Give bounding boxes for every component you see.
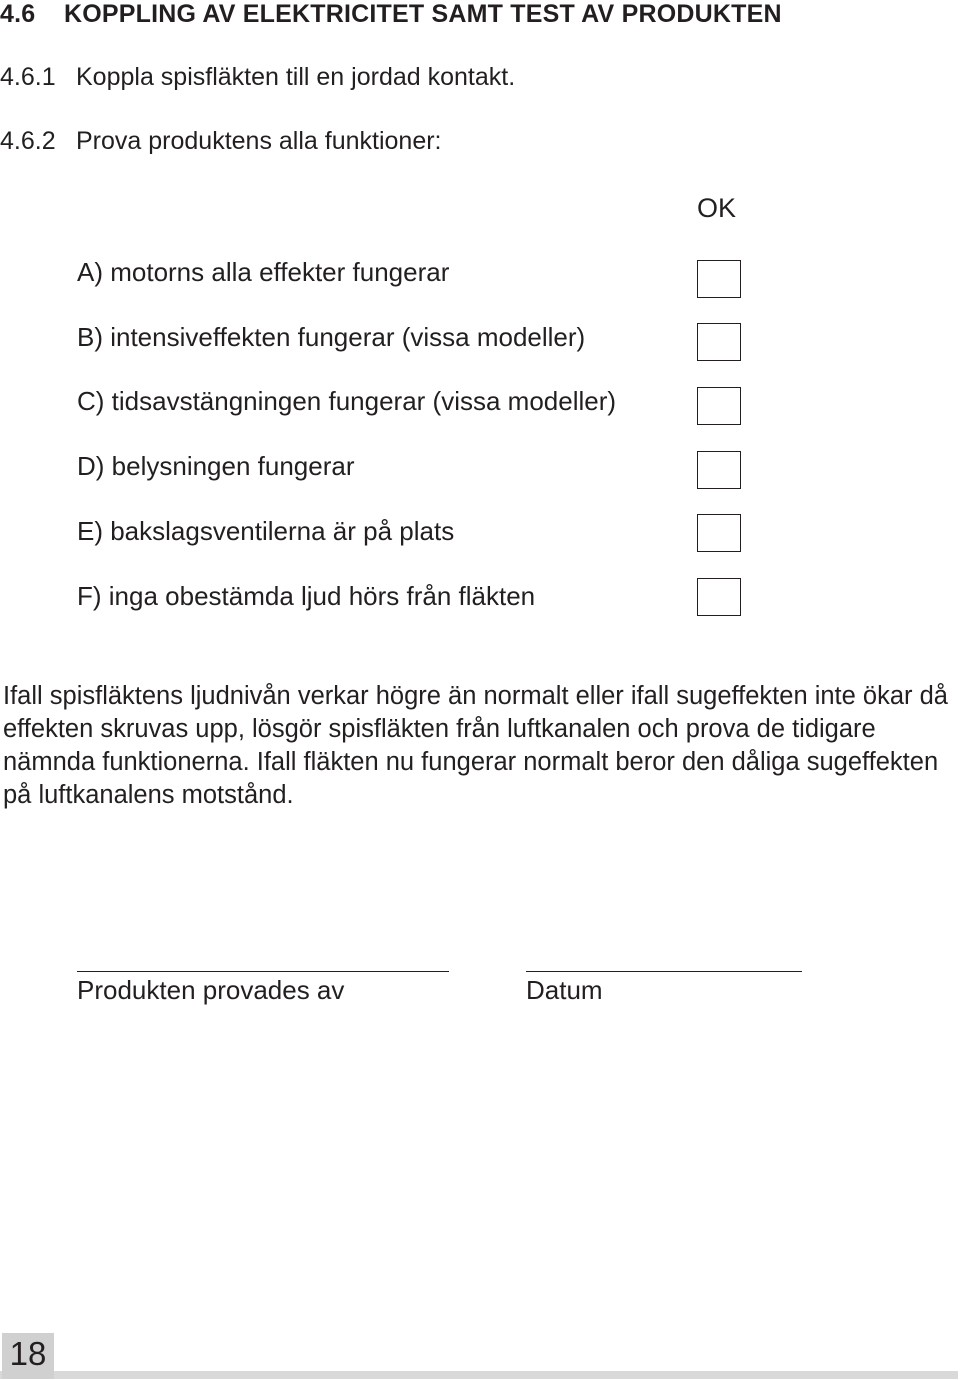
section-number: 4.6 bbox=[0, 0, 36, 28]
step-text: Koppla spisfläkten till en jordad kontakt. bbox=[76, 63, 516, 91]
checkbox-b[interactable] bbox=[697, 323, 741, 361]
tested-by-signature-line[interactable] bbox=[77, 971, 449, 972]
checklist-item-a: A) motorns alla effekter fungerar bbox=[77, 257, 450, 287]
page-number: 18 bbox=[9, 1335, 47, 1372]
checklist-item-b: B) intensiveffekten fungerar (vissa modeller) bbox=[77, 322, 586, 352]
checklist-item-f: F) inga obestämda ljud hörs från fläkten bbox=[77, 581, 536, 611]
step-number: 4.6.2 bbox=[0, 127, 56, 155]
checklist-item-d: D) belysningen fungerar bbox=[77, 451, 355, 481]
checklist-item-c: C) tidsavstängningen fungerar (vissa modeller) bbox=[77, 386, 617, 416]
section-title: KOPPLING AV ELEKTRICITET SAMT TEST AV PRODUKTEN bbox=[63, 0, 782, 28]
checkbox-a[interactable] bbox=[697, 260, 741, 298]
footer-bar bbox=[0, 1371, 958, 1379]
troubleshooting-note: Ifall spisfläktens ljudnivån verkar högre än normalt eller ifall sugeffekten inte ökar då effekten skruvas upp, lösgör spisfläkten från luftkanalen och prova de tidigare nämnda funktionerna. Ifall fläkten nu fungerar normalt beror den dåliga sugeffekten på luftkanalens motstånd. bbox=[3, 682, 948, 809]
checkbox-d[interactable] bbox=[697, 451, 741, 489]
date-signature-line[interactable] bbox=[526, 971, 802, 972]
checkbox-f[interactable] bbox=[697, 578, 741, 616]
checklist-item-e: E) bakslagsventilerna är på plats bbox=[77, 516, 455, 546]
step-text: Prova produktens alla funktioner: bbox=[76, 127, 442, 155]
step-4-6-2 bbox=[0, 127, 442, 156]
step-number: 4.6.1 bbox=[0, 63, 56, 91]
section-heading bbox=[0, 0, 782, 29]
checkbox-e[interactable] bbox=[697, 514, 741, 552]
checkbox-c[interactable] bbox=[697, 387, 741, 425]
date-label: Datum bbox=[526, 975, 603, 1005]
tested-by-label: Produkten provades av bbox=[77, 975, 345, 1005]
ok-column-label: OK bbox=[697, 193, 737, 223]
step-4-6-1 bbox=[0, 63, 515, 92]
